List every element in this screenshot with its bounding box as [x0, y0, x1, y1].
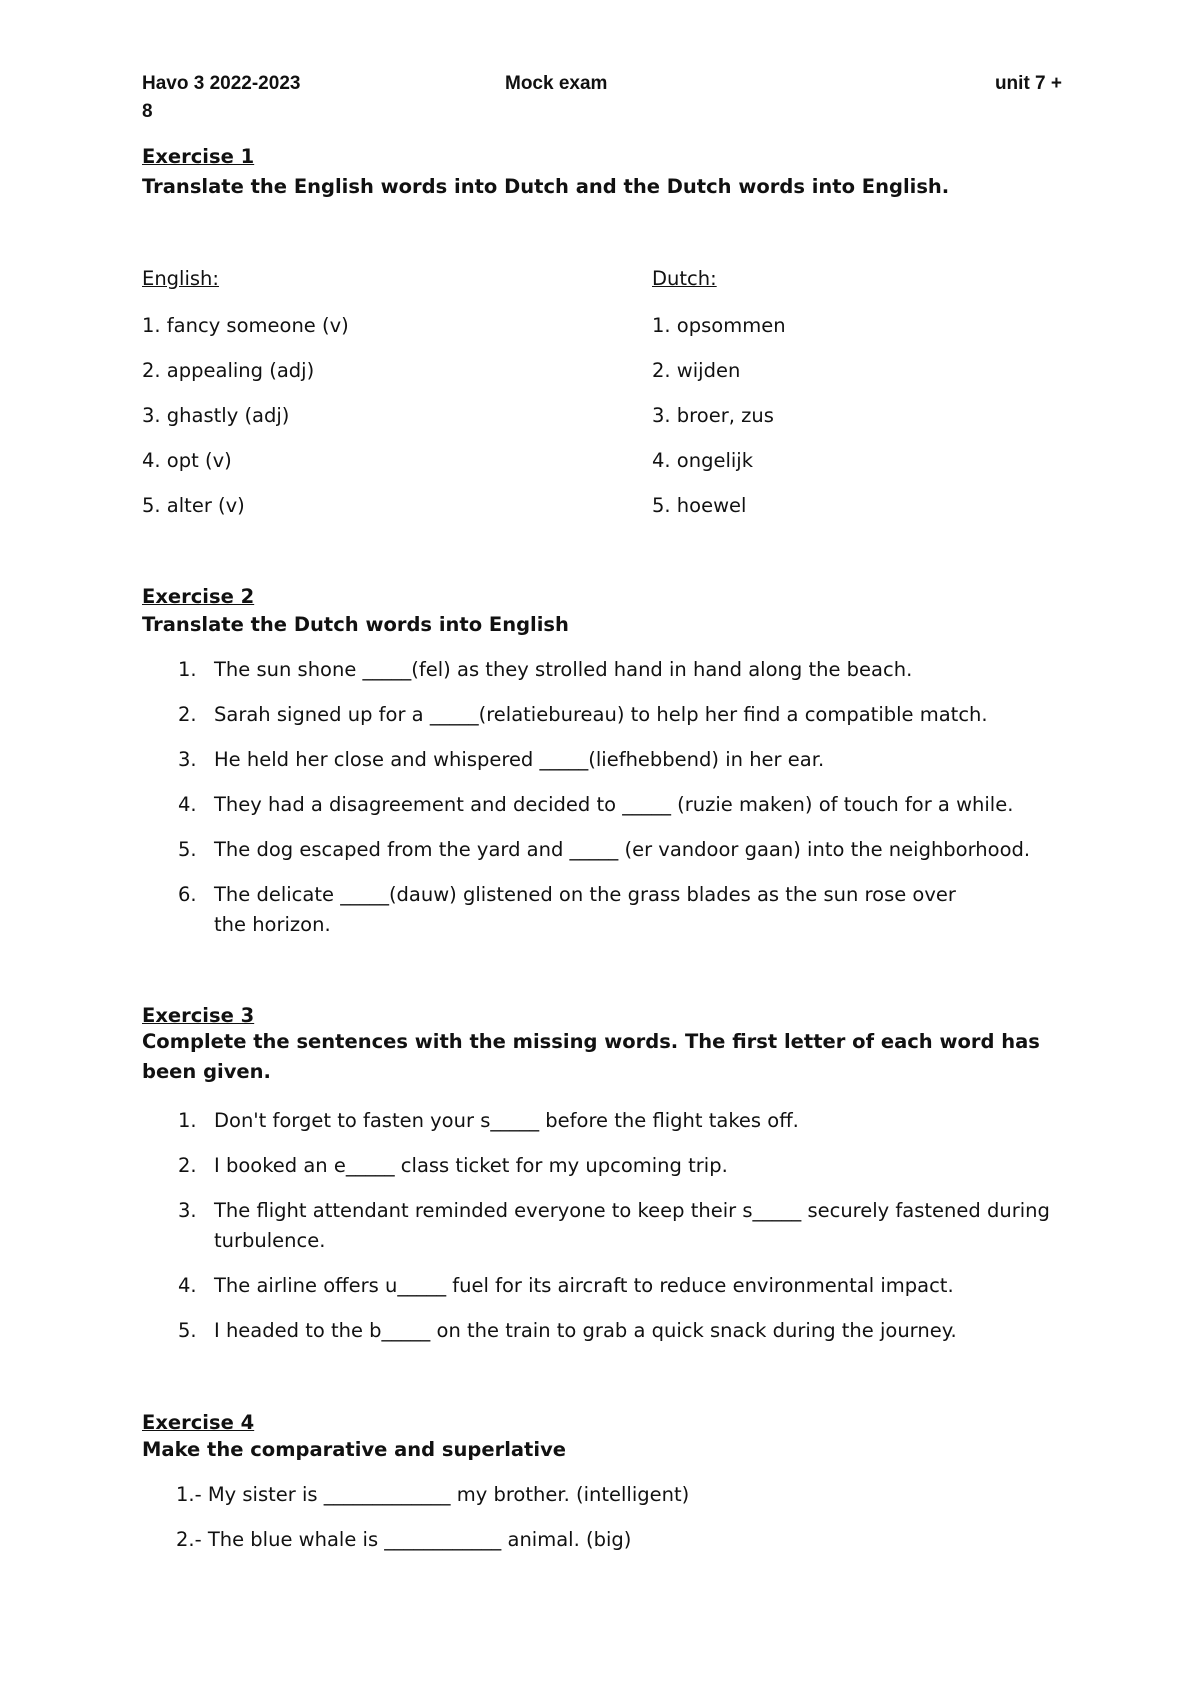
english-word: 5. alter (v)	[142, 494, 245, 517]
header-unit: unit 7 +	[994, 73, 1062, 94]
page-header	[142, 70, 1062, 130]
list-item	[142, 880, 1072, 940]
english-word: 4. opt (v)	[142, 449, 232, 472]
item-text: I booked an e_____ class ticket for my upcoming trip.	[214, 1154, 728, 1177]
exercise-3-list	[142, 1106, 1072, 1361]
list-item	[142, 835, 1072, 865]
header-course: Havo 3 2022-2023	[142, 73, 301, 94]
item-text: The sun shone _____(fel) as they strolled hand in hand along the beach.	[214, 658, 913, 681]
item-number: 2.	[178, 1154, 197, 1177]
dutch-word: 1. opsommen	[652, 314, 786, 337]
list-item	[142, 1316, 1072, 1346]
english-word: 2. appealing (adj)	[142, 359, 315, 382]
item-number: 5.	[178, 1319, 197, 1342]
item-text: Don't forget to fasten your s_____ before the flight takes off.	[214, 1109, 799, 1132]
english-word-list	[142, 313, 349, 538]
item-text: He held her close and whispered _____(liefhebbend) in her ear.	[214, 748, 825, 771]
item-number: 4.	[178, 793, 197, 816]
list-item	[142, 790, 1072, 820]
exercise-2-list	[142, 655, 1072, 955]
exercise-1-title: Exercise 1	[142, 145, 255, 168]
item-text: The delicate _____(dauw) glistened on the grass blades as the sun rose over the horizon.	[214, 883, 956, 936]
list-item	[142, 1106, 1072, 1136]
list-item	[142, 1196, 1072, 1256]
dutch-column-heading: Dutch:	[652, 267, 717, 290]
item-text: I headed to the b_____ on the train to grab a quick snack during the journey.	[214, 1319, 957, 1342]
item-number: 6.	[178, 883, 197, 906]
list-item: 1.- My sister is _____________ my brother. (intelligent)	[176, 1483, 690, 1506]
dutch-word: 5. hoewel	[652, 494, 747, 517]
header-unit-wrap: 8	[142, 101, 153, 122]
exercise-3-instruction: Complete the sentences with the missing words. The first letter of each word has been given.	[142, 1030, 1040, 1083]
dutch-word: 2. wijden	[652, 359, 741, 382]
item-number: 1.	[178, 1109, 197, 1132]
item-text: The airline offers u_____ fuel for its aircraft to reduce environmental impact.	[214, 1274, 954, 1297]
list-item	[142, 700, 1072, 730]
english-word: 3. ghastly (adj)	[142, 404, 290, 427]
item-number: 3.	[178, 748, 197, 771]
item-text: Sarah signed up for a _____(relatiebureau) to help her find a compatible match.	[214, 703, 988, 726]
list-item: 2.- The blue whale is ____________ animal. (big)	[176, 1528, 632, 1551]
exercise-2-title: Exercise 2	[142, 585, 255, 608]
exercise-1-instruction: Translate the English words into Dutch and the Dutch words into English.	[142, 175, 950, 198]
english-word: 1. fancy someone (v)	[142, 314, 349, 337]
item-number: 5.	[178, 838, 197, 861]
list-item	[142, 655, 1072, 685]
item-text: The dog escaped from the yard and _____ (er vandoor gaan) into the neighborhood.	[214, 838, 1031, 861]
dutch-word: 4. ongelijk	[652, 449, 754, 472]
item-number: 3.	[178, 1199, 197, 1222]
exercise-4-title: Exercise 4	[142, 1411, 255, 1434]
item-text: They had a disagreement and decided to _____ (ruzie maken) of touch for a while.	[214, 793, 1014, 816]
list-item	[142, 745, 1072, 775]
item-number: 2.	[178, 703, 197, 726]
list-item	[142, 1271, 1072, 1301]
item-number: 1.	[178, 658, 197, 681]
english-column-heading: English:	[142, 267, 219, 290]
exercise-4-instruction: Make the comparative and superlative	[142, 1438, 567, 1461]
exercise-3-title: Exercise 3	[142, 1004, 255, 1027]
dutch-word: 3. broer, zus	[652, 404, 774, 427]
item-text: The flight attendant reminded everyone to keep their s_____ securely fastened during turbulence.	[214, 1199, 1050, 1252]
dutch-word-list	[652, 313, 786, 538]
header-exam-title: Mock exam	[505, 73, 608, 94]
list-item	[142, 1151, 1072, 1181]
exercise-4-list	[176, 1480, 689, 1570]
item-number: 4.	[178, 1274, 197, 1297]
exercise-2-instruction: Translate the Dutch words into English	[142, 613, 569, 636]
